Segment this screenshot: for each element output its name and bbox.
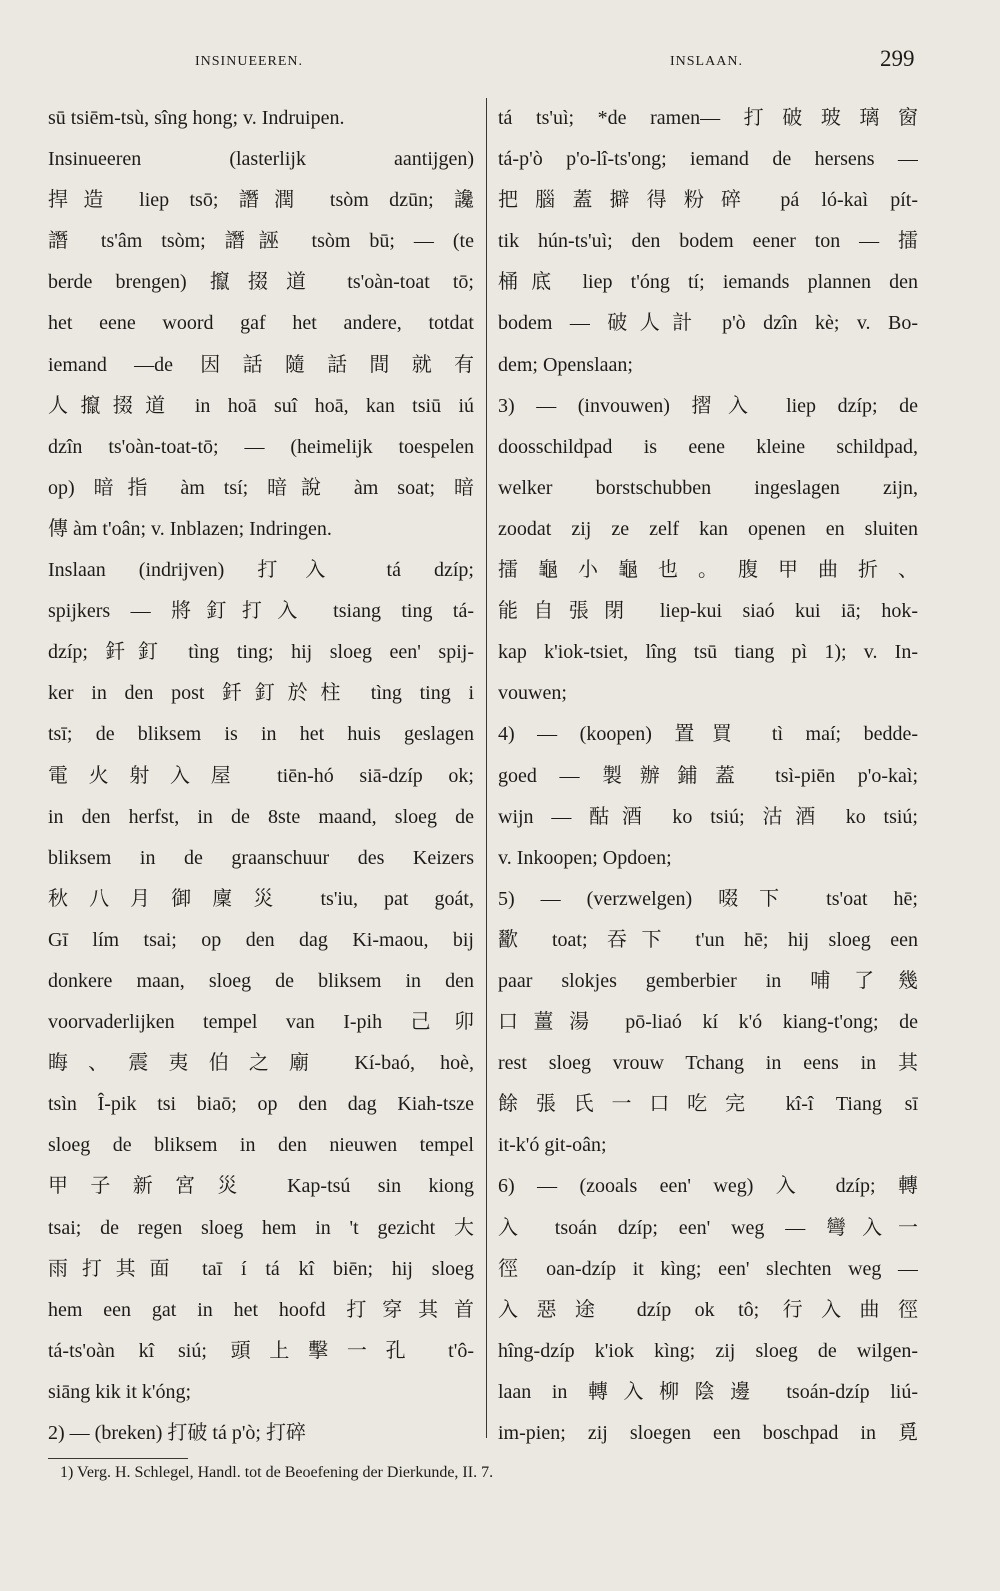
running-header bbox=[0, 44, 1000, 84]
text-line: bodem — 破人計 p'ò dzîn kè; v. Bo- bbox=[498, 312, 918, 335]
left-column bbox=[48, 98, 474, 1454]
text-line: dem; Openslaan; bbox=[498, 353, 633, 376]
text-line: 5) — (verzwelgen) 啜下 ts'oat hē; bbox=[498, 887, 918, 910]
page-number: 299 bbox=[880, 46, 915, 71]
text-line: sloeg de bliksem in den nieuwen tempel bbox=[48, 1134, 474, 1157]
text-line: 能自張閉 liep-kui siaó kui iā; hok- bbox=[498, 600, 918, 623]
text-line: tá-ts'oàn kî siú; 頭上擊一孔 t'ô- bbox=[48, 1339, 474, 1362]
text-line: 3) — (invouwen) 摺入 liep dzíp; de bbox=[498, 394, 918, 417]
text-line: it-k'ó git-oân; bbox=[498, 1134, 607, 1157]
text-line: 徑 oan-dzíp it kìng; een' slechten weg — bbox=[498, 1257, 918, 1280]
text-line: 餘張氏一口吃完 kî-î Tiang sī bbox=[498, 1093, 918, 1116]
text-line: paar slokjes gemberbier in 哺了幾 bbox=[498, 969, 918, 992]
text-line: 電火射入屋 tiēn-hó siā-dzíp ok; bbox=[48, 764, 474, 787]
running-head-left: INSINUEEREN. bbox=[195, 54, 304, 69]
text-line: 人攛掇道 in hoā suî hoā, kan tsiū iú bbox=[48, 394, 474, 417]
text-line: spijkers — 將釘打入 tsiang ting tá- bbox=[48, 600, 474, 623]
text-line: goed — 製辦鋪蓋 tsì-piēn p'o-kaì; bbox=[498, 764, 918, 787]
text-line: 4) — (koopen) 置買 tì maí; bedde- bbox=[498, 723, 918, 746]
text-line: hem een gat in het hoofd 打穿其首 bbox=[48, 1298, 474, 1321]
text-line: kap k'iok-tsiet, lîng tsū tiang pì 1); v. In- bbox=[498, 641, 918, 664]
text-line: 把腦蓋擗得粉碎 pá ló-kaì pít- bbox=[498, 189, 918, 212]
text-line: donkere maan, sloeg de bliksem in den bbox=[48, 969, 474, 992]
text-line: het eene woord gaf het andere, totdat bbox=[48, 312, 474, 335]
text-line: doosschildpad is eene kleine schildpad, bbox=[498, 435, 918, 458]
text-line: 晦、震夷伯之廟 Kí-baó, hoè, bbox=[48, 1052, 474, 1075]
text-line: 歠 toat; 吞下 t'un hē; hij sloeg een bbox=[498, 928, 918, 951]
running-head-right: INSLAAN. bbox=[670, 54, 743, 69]
text-line: 傳 àm t'oân; v. Inblazen; Indringen. bbox=[48, 517, 332, 540]
text-line: vouwen; bbox=[498, 682, 567, 705]
text-line: sū tsiēm-tsù, sîng hong; v. Indruipen. bbox=[48, 107, 345, 129]
right-column bbox=[498, 98, 918, 1454]
text-line: in den herfst, in de 8ste maand, sloeg de bbox=[48, 805, 474, 828]
text-line: 雨打其面 taī í tá kî biēn; hij sloeg bbox=[48, 1257, 474, 1280]
text-line: 甲子新宮災 Kap-tsú sin kiong bbox=[48, 1175, 474, 1198]
text-line: op) 暗指 àm tsí; 暗說 àm soat; 暗 bbox=[48, 476, 474, 499]
text-line: dzîn ts'oàn-toat-tō; — (heimelijk toespelen bbox=[48, 435, 474, 458]
text-line: hîng-dzíp k'iok kìng; zij sloeg de wilgen- bbox=[498, 1339, 918, 1362]
text-line: tsìn Î-pik tsi biaō; op den dag Kiah-tsze bbox=[48, 1093, 474, 1116]
text-line: 譖 ts'âm tsòm; 譖誣 tsòm bū; — (te bbox=[48, 230, 474, 253]
text-line: v. Inkoopen; Opdoen; bbox=[498, 846, 672, 869]
text-line: voorvaderlijken tempel van I-pih 己卯 bbox=[48, 1011, 474, 1034]
text-line: ker in den post 釺釘於柱 tìng ting i bbox=[48, 682, 474, 705]
text-line: tá-p'ò p'o-lî-ts'ong; iemand de hersens — bbox=[498, 148, 918, 171]
text-line: laan in 轉入柳陰邊 tsoán-dzíp liú- bbox=[498, 1380, 918, 1403]
text-line: 6) — (zooals een' weg) 入 dzíp; 轉 bbox=[498, 1175, 918, 1198]
text-line: zoodat zij ze zelf kan openen en sluiten bbox=[498, 517, 918, 540]
text-line: siāng kik it k'óng; bbox=[48, 1380, 192, 1403]
text-line: 捍造 liep tsō; 譖潤 tsòm dzūn; 讒 bbox=[48, 189, 474, 212]
text-line: wijn — 酤酒 ko tsiú; 沽酒 ko tsiú; bbox=[498, 805, 918, 828]
text-line: Gī lím tsai; op den dag Ki-maou, bij bbox=[48, 928, 474, 951]
text-line: 2) — (breken) 打破 tá p'ò; 打碎 bbox=[48, 1422, 306, 1444]
text-line: tik hún-ts'uì; den bodem eener ton — 擂 bbox=[498, 230, 918, 253]
column-divider bbox=[486, 98, 487, 1438]
text-line: 入惡途 dzíp ok tô; 行入曲徑 bbox=[498, 1298, 918, 1321]
text-line: 口薑湯 pō-liaó kí k'ó kiang-t'ong; de bbox=[498, 1011, 918, 1034]
text-line: Insinueeren (lasterlijk aantijgen) bbox=[48, 148, 474, 171]
text-line: rest sloeg vrouw Tchang in eens in 其 bbox=[498, 1052, 918, 1075]
footnote: 1) Verg. H. Schlegel, Handl. tot de Beoefening der Dierkunde, II. 7. bbox=[60, 1464, 494, 1481]
text-line: tá ts'uì; *de ramen— 打破玻璃窗 bbox=[498, 107, 918, 129]
text-line: bliksem in de graanschuur des Keizers bbox=[48, 846, 474, 869]
text-line: 入 tsoán dzíp; een' weg — 彎入一 bbox=[498, 1216, 918, 1239]
text-line: tsī; de bliksem is in het huis geslagen bbox=[48, 723, 474, 746]
text-line: 桶底 liep t'óng tí; iemands plannen den bbox=[498, 271, 918, 294]
text-line: berde brengen) 攛掇道 ts'oàn-toat tō; bbox=[48, 271, 474, 294]
text-line: welker borstschubben ingeslagen zijn, bbox=[498, 476, 918, 499]
text-line: 擂龜小龜也。腹甲曲折、 bbox=[498, 559, 918, 582]
text-line: dzíp; 釺釘 tìng ting; hij sloeg een' spij- bbox=[48, 641, 474, 664]
text-line: iemand —de 因話隨話間就有 bbox=[48, 353, 474, 376]
footnote-rule bbox=[48, 1458, 188, 1459]
text-line: tsai; de regen sloeg hem in 't gezicht 大 bbox=[48, 1216, 474, 1239]
text-line: 秋八月御廩災 ts'iu, pat goát, bbox=[48, 887, 474, 910]
text-line: Inslaan (indrijven) 打入 tá dzíp; bbox=[48, 559, 474, 582]
text-line: im-pien; zij sloegen een boschpad in 覓 bbox=[498, 1422, 918, 1444]
